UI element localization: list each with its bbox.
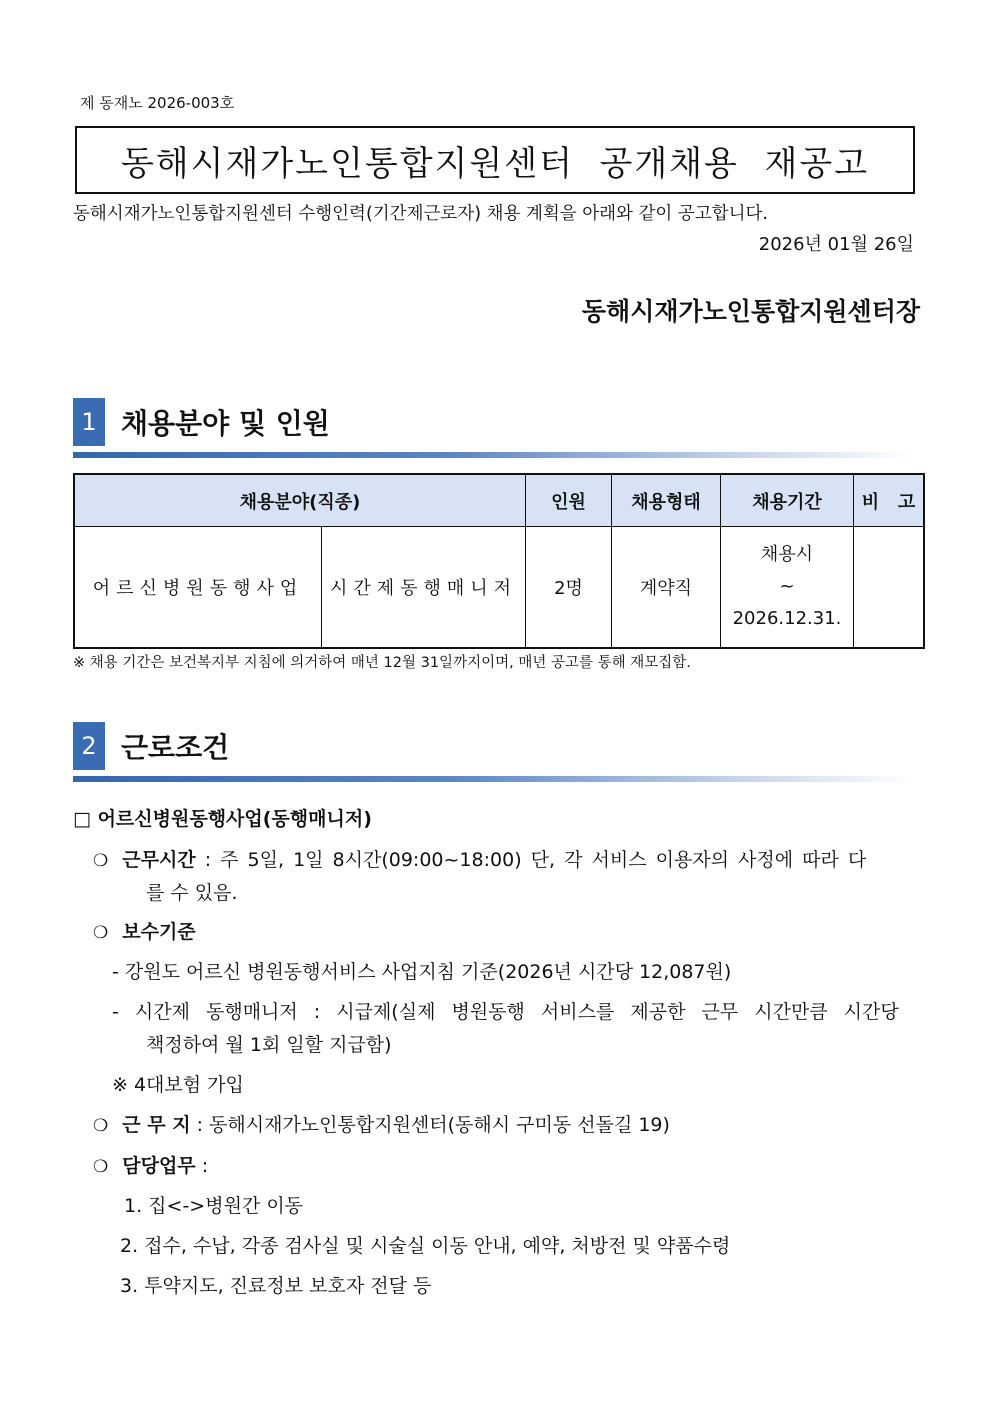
table-row (74, 527, 924, 648)
duty-suffix: : (195, 1155, 209, 1177)
section-2-header (73, 722, 229, 770)
announcement-date: 2026년 01월 26일 (758, 234, 914, 255)
section-2-title: 근로조건 (121, 731, 230, 764)
pay-label: 보수기준 (122, 921, 196, 943)
section-2-number: 2 (73, 722, 105, 770)
table-note: ※ 채용 기간은 보건복지부 지침에 의거하여 매년 12월 31일까지이며, 매년 공고를 통해 재모집함. (73, 655, 691, 671)
document-title-box (75, 126, 915, 194)
circle-bullet-icon: ❍ (93, 1157, 109, 1177)
intro-text: 동해시재가노인통합지원센터 수행인력(기간제근로자) 채용 계획을 아래와 같이 공고합니다. (73, 204, 768, 224)
document-number: 제 동재노 2026-003호 (80, 94, 235, 112)
period-tilde: ~ (779, 575, 795, 597)
section-1-number: 1 (73, 398, 105, 446)
recruitment-table (73, 473, 925, 649)
workplace-text: : 동해시재가노인통합지원센터(동해시 구미동 선돌길 19) (190, 1114, 670, 1136)
work-hours-text: : 주 5일, 1일 8시간(09:00~18:00) 단, 각 서비스 이용자의 사정에 따라 다 (195, 849, 867, 871)
pay-item-2-continued: 책정하여 월 1회 일할 지급함) (146, 1034, 392, 1056)
workplace-line (93, 1110, 670, 1137)
section-2-underline (73, 776, 913, 782)
header-type: 채용형태 (612, 474, 721, 527)
duty-item-1: 1. 집<->병원간 이동 (124, 1195, 304, 1217)
issuer-name: 동해시재가노인통합지원센터장 (581, 297, 920, 326)
table-header-row (74, 474, 924, 527)
circle-bullet-icon: ❍ (93, 923, 109, 943)
header-remark: 비 고 (854, 474, 925, 527)
header-count: 인원 (526, 474, 612, 527)
cell-job: 시간제동행매니저 (322, 527, 526, 648)
section-1-header (73, 398, 330, 446)
cell-type: 계약직 (612, 527, 721, 648)
pay-item-2: - 시간제 동행매니저 : 시급제(실제 병원동행 서비스를 제공한 근무 시간만큼 시간당 (112, 1001, 899, 1023)
circle-bullet-icon: ❍ (93, 851, 109, 871)
work-hours-label: 근무시간 (122, 849, 196, 871)
program-heading: □ 어르신병원동행사업(동행매니저) (73, 808, 372, 830)
duty-line (93, 1151, 208, 1178)
cell-remark (854, 527, 925, 648)
pay-line (93, 917, 196, 944)
section-1-title: 채용분야 및 인원 (121, 407, 330, 440)
circle-bullet-icon: ❍ (93, 1116, 109, 1136)
header-field: 채용분야(직종) (74, 474, 526, 527)
workplace-label: 근 무 지 (122, 1114, 191, 1136)
section-1-underline (73, 452, 913, 458)
period-end: 2026.12.31. (732, 607, 842, 629)
cell-count: 2명 (526, 527, 612, 648)
work-hours-line (93, 845, 866, 872)
period-start: 채용시 (760, 543, 814, 565)
document-title: 동해시재가노인통합지원센터 공개채용 재공고 (120, 143, 870, 184)
header-period: 채용기간 (721, 474, 854, 527)
pay-item-1: - 강원도 어르신 병원동행서비스 사업지침 기준(2026년 시간당 12,087원) (112, 961, 732, 983)
cell-period (721, 527, 854, 648)
duty-item-2: 2. 접수, 수납, 각종 검사실 및 시술실 이동 안내, 예약, 처방전 및 약품수령 (120, 1235, 731, 1257)
work-hours-continued: 를 수 있음. (146, 882, 238, 904)
insurance-note: ※ 4대보험 가입 (112, 1074, 244, 1096)
duty-label: 담당업무 (122, 1155, 196, 1177)
cell-field: 어르신병원동행사업 (74, 527, 322, 648)
duty-item-3: 3. 투약지도, 진료정보 보호자 전달 등 (120, 1275, 432, 1297)
